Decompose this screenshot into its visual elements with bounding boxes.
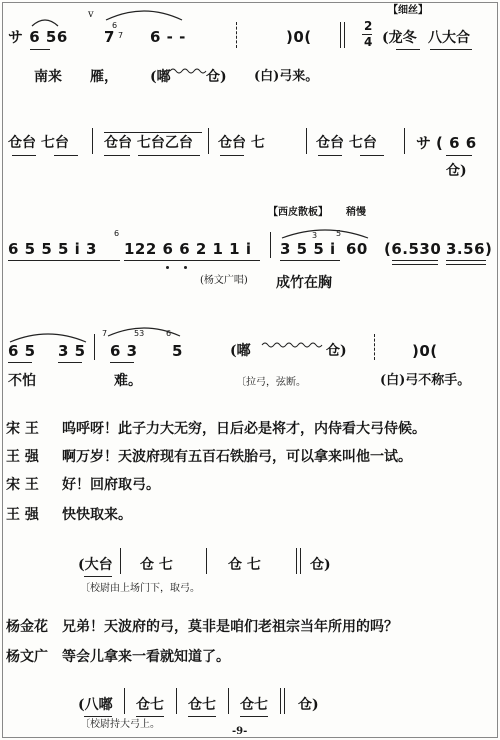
tremolo-line (262, 340, 322, 350)
underline (136, 716, 164, 717)
lyric-s4-a: 不怕 (8, 373, 36, 389)
speech-line: 啊万岁！天波府现有五百石铁胎弓，可以拿来叫他一试。 (62, 449, 412, 465)
barline (208, 128, 209, 154)
perc-s5-b2: 仓 七 (140, 557, 173, 573)
underline (8, 362, 32, 363)
underline (84, 576, 112, 577)
banzi-label-xipi: 【西皮散板】 (268, 207, 328, 218)
grace-s3-c: 5 (336, 229, 342, 238)
underline (110, 362, 134, 363)
underline (104, 155, 130, 156)
tempo-label: 稍慢 (346, 207, 366, 218)
underline (188, 716, 216, 717)
perc-s4-cang: 仓) (326, 343, 347, 359)
perc-s2-b2: 仓台 七台乙台 (104, 135, 193, 151)
notes-s4-m2: 3 5 (58, 342, 86, 360)
perc-s6-b1: (八嘟 (78, 697, 113, 713)
notes-s3-m3: 3 5 5 i (280, 240, 336, 258)
barline (124, 688, 125, 714)
barline (404, 128, 405, 154)
barline (300, 548, 301, 574)
grace-s1-b: 7 (118, 31, 124, 40)
slur (104, 4, 184, 22)
barline (176, 688, 177, 714)
barline (344, 22, 345, 48)
slur (8, 330, 88, 344)
underline (58, 362, 82, 363)
speaker-name: 王 强 (6, 507, 39, 523)
breath-mark: v (88, 9, 94, 20)
banzi-label-sisi: 【细丝】 (388, 5, 428, 16)
grace-s3-b: 3 (312, 231, 318, 240)
lower-dot (166, 266, 169, 269)
perc-s6-b4: 仓七 (240, 697, 268, 713)
slur (30, 14, 60, 28)
underline (392, 264, 438, 265)
barline (94, 334, 95, 360)
underline (396, 49, 420, 50)
underline (124, 260, 260, 261)
underline (30, 49, 50, 50)
notes-s4-m1: 6 5 (8, 342, 36, 360)
notes-s4-m3: 6 3 (110, 342, 138, 360)
slur (106, 324, 182, 338)
lyric-s3: 成竹在胸 (276, 275, 332, 291)
speech-line: 呜呼呀！此子力大无穷，日后必是将才，内侍看大弓侍候。 (62, 421, 426, 437)
barline (228, 688, 229, 714)
underline (220, 155, 244, 156)
speech-line: 快快取来。 (62, 507, 132, 523)
barline (206, 548, 207, 574)
barline (120, 548, 121, 574)
speech-line: 等会儿拿来一看就知道了。 (62, 649, 230, 665)
barline (284, 688, 285, 714)
grace-s4-c: 6 (166, 329, 172, 338)
notes-s1-m1: サ 6 56 (8, 28, 68, 46)
speaker-name: 王 强 (6, 449, 39, 465)
underline (54, 155, 78, 156)
notes-s4-m4: 5 (172, 342, 183, 360)
slur (280, 226, 370, 240)
speech-line: 好！回府取弓。 (62, 477, 160, 493)
underline (280, 260, 340, 261)
underline (430, 49, 472, 50)
lyric-s4-b: 难。 (114, 373, 142, 389)
sanban-mark: サ (416, 134, 432, 152)
tremolo-line (170, 66, 206, 76)
grace-s4-a: 7 (102, 329, 108, 338)
notes-s2: ( 6 6 (436, 134, 477, 152)
barline (92, 128, 93, 154)
underline (84, 716, 112, 717)
barline (340, 22, 341, 48)
perc-s5-b1: (大台 (78, 557, 113, 573)
speaker-name: 宋 王 (6, 421, 39, 437)
aside-s1: (白)弓来。 (254, 69, 319, 84)
notes-s3-m5: (6.530 (384, 240, 442, 258)
notes-s3-m6: 3.56) (446, 240, 493, 258)
underline (318, 155, 342, 156)
barline (280, 688, 281, 714)
perc-s1-cang: 仓) (206, 69, 227, 85)
perc-s6-b5: 仓) (298, 697, 319, 713)
notes-s1-m1b: 7 (104, 28, 115, 46)
underline (446, 264, 486, 265)
underline (392, 260, 438, 261)
time-sig-top: 2 (364, 19, 373, 33)
barline-dashed (374, 334, 375, 360)
notes-s3-m2: 122 6 6 2 1 1 i (124, 240, 252, 258)
perc-s2-cang: 仓) (446, 163, 467, 179)
underline (240, 716, 268, 717)
perc-s2-b3: 仓台 七 (218, 135, 265, 151)
barline (306, 128, 307, 154)
speech-line: 兄弟！天波府的弓，莫非是咱们老祖宗当年所用的吗？ (62, 619, 398, 635)
time-sig-bottom: 4 (364, 35, 373, 49)
stage-note-s5: 〔校尉由上场门下，取弓。 (80, 583, 200, 594)
perc-s6-b3: 仓七 (188, 697, 216, 713)
barline-dashed (236, 22, 237, 48)
barline (270, 232, 271, 258)
underline (138, 155, 200, 156)
lyric-s1-a: 南来 (34, 69, 62, 85)
singer-label: (杨文广唱) (200, 275, 248, 286)
grace-s4-b: 53 (134, 329, 145, 338)
grace-s1-a: 6 (112, 21, 118, 30)
speaker-name: 杨金花 (6, 619, 48, 635)
perc-s1-du: (嘟 (150, 69, 171, 85)
stage-note-s6: 〔校尉持大弓上。 (80, 719, 160, 730)
perc-s5-b3: 仓 七 (228, 557, 261, 573)
lyric-s1-b: 雁， (90, 69, 118, 85)
underline (360, 155, 384, 156)
underline (446, 260, 486, 261)
grace-s3-a: 6 (114, 229, 120, 238)
underline (8, 260, 120, 261)
barline (296, 548, 297, 574)
rest-s4: )0( (412, 342, 438, 360)
notes-s1-m1c: 6 - - (150, 28, 186, 46)
perc-s6-b2: 仓七 (136, 697, 164, 713)
perc-s2-b4: 仓台 七台 (316, 135, 377, 151)
perc-s1-badahe: 八大合 (428, 30, 470, 46)
overline (104, 132, 202, 133)
notes-s3-m4: 60 (346, 240, 368, 258)
aside-s4: (白)弓不称手。 (380, 373, 471, 388)
stage-note-s4: 〔拉弓，弦断。 (236, 377, 306, 388)
lower-dot (184, 266, 187, 269)
speaker-name: 杨文广 (6, 649, 48, 665)
notes-s3-m1: 6 5 5 5 i 3 (8, 240, 97, 258)
perc-s1-longdong: (龙冬 (382, 30, 417, 46)
perc-s5-b4: 仓) (310, 557, 331, 573)
perc-s4-du: (嘟 (230, 343, 251, 359)
underline (446, 155, 472, 156)
page-number: -9- (232, 726, 248, 737)
rest-s1: )0( (286, 28, 312, 46)
speaker-name: 宋 王 (6, 477, 39, 493)
underline (12, 155, 36, 156)
perc-s2-b1: 仓台 七台 (8, 135, 69, 151)
